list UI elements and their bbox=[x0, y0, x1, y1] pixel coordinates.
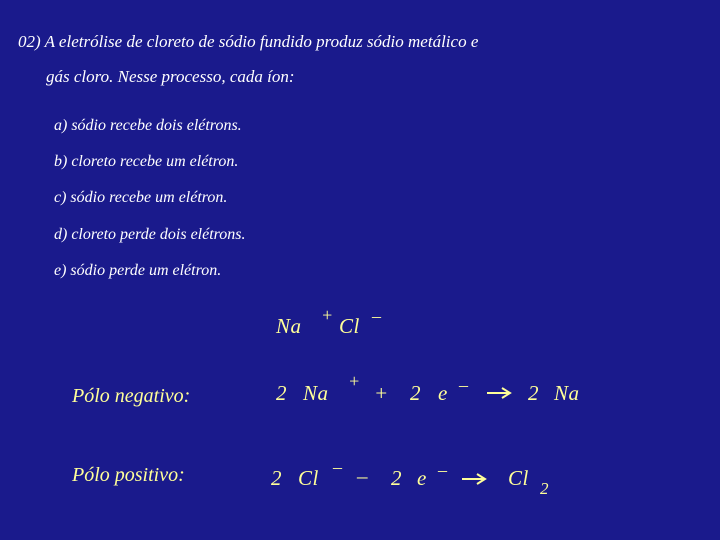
question-line-1: 02) A eletrólise de cloreto de sódio fundido produz sódio metálico e bbox=[18, 32, 479, 51]
salt-cation: Na bbox=[276, 314, 302, 338]
salt-cation-charge: + bbox=[321, 305, 334, 325]
positive-electron-charge: – bbox=[438, 460, 447, 480]
option-a: a) sódio recebe dois elétrons. bbox=[54, 117, 242, 134]
salt-anion-charge: – bbox=[372, 306, 381, 326]
negative-species-1: Na bbox=[303, 381, 329, 405]
option-e: e) sódio perde um elétron. bbox=[54, 262, 222, 279]
positive-arrow-icon bbox=[461, 470, 489, 488]
negative-coef-3: 2 bbox=[528, 381, 539, 405]
negative-electron-charge: – bbox=[459, 375, 468, 395]
option-d: d) cloreto perde dois elétrons. bbox=[54, 226, 246, 243]
positive-charge-1: – bbox=[333, 457, 342, 477]
positive-coef-2: 2 bbox=[391, 466, 402, 490]
positive-minus: – bbox=[357, 464, 368, 488]
positive-coef-1: 2 bbox=[271, 466, 282, 490]
salt-formula bbox=[276, 314, 302, 339]
option-b: b) cloreto recebe um elétron. bbox=[54, 153, 239, 170]
option-c: c) sódio recebe um elétron. bbox=[54, 189, 228, 206]
negative-charge-1: + bbox=[348, 371, 361, 391]
positive-species-1: Cl bbox=[298, 466, 319, 490]
negative-arrow-icon bbox=[486, 384, 514, 402]
positive-electron: e bbox=[417, 466, 427, 490]
negative-pole-label: Pólo negativo: bbox=[72, 385, 191, 407]
negative-coef-1: 2 bbox=[276, 381, 287, 405]
negative-plus: + bbox=[374, 381, 389, 405]
negative-electron: e bbox=[438, 381, 448, 405]
negative-coef-2: 2 bbox=[410, 381, 421, 405]
positive-product: Cl bbox=[508, 466, 529, 490]
question-line-2: gás cloro. Nesse processo, cada íon: bbox=[46, 67, 295, 86]
positive-pole-label: Pólo positivo: bbox=[72, 464, 185, 486]
positive-product-subscript: 2 bbox=[540, 479, 549, 498]
negative-product: Na bbox=[554, 381, 580, 405]
salt-anion: Cl bbox=[339, 314, 360, 338]
